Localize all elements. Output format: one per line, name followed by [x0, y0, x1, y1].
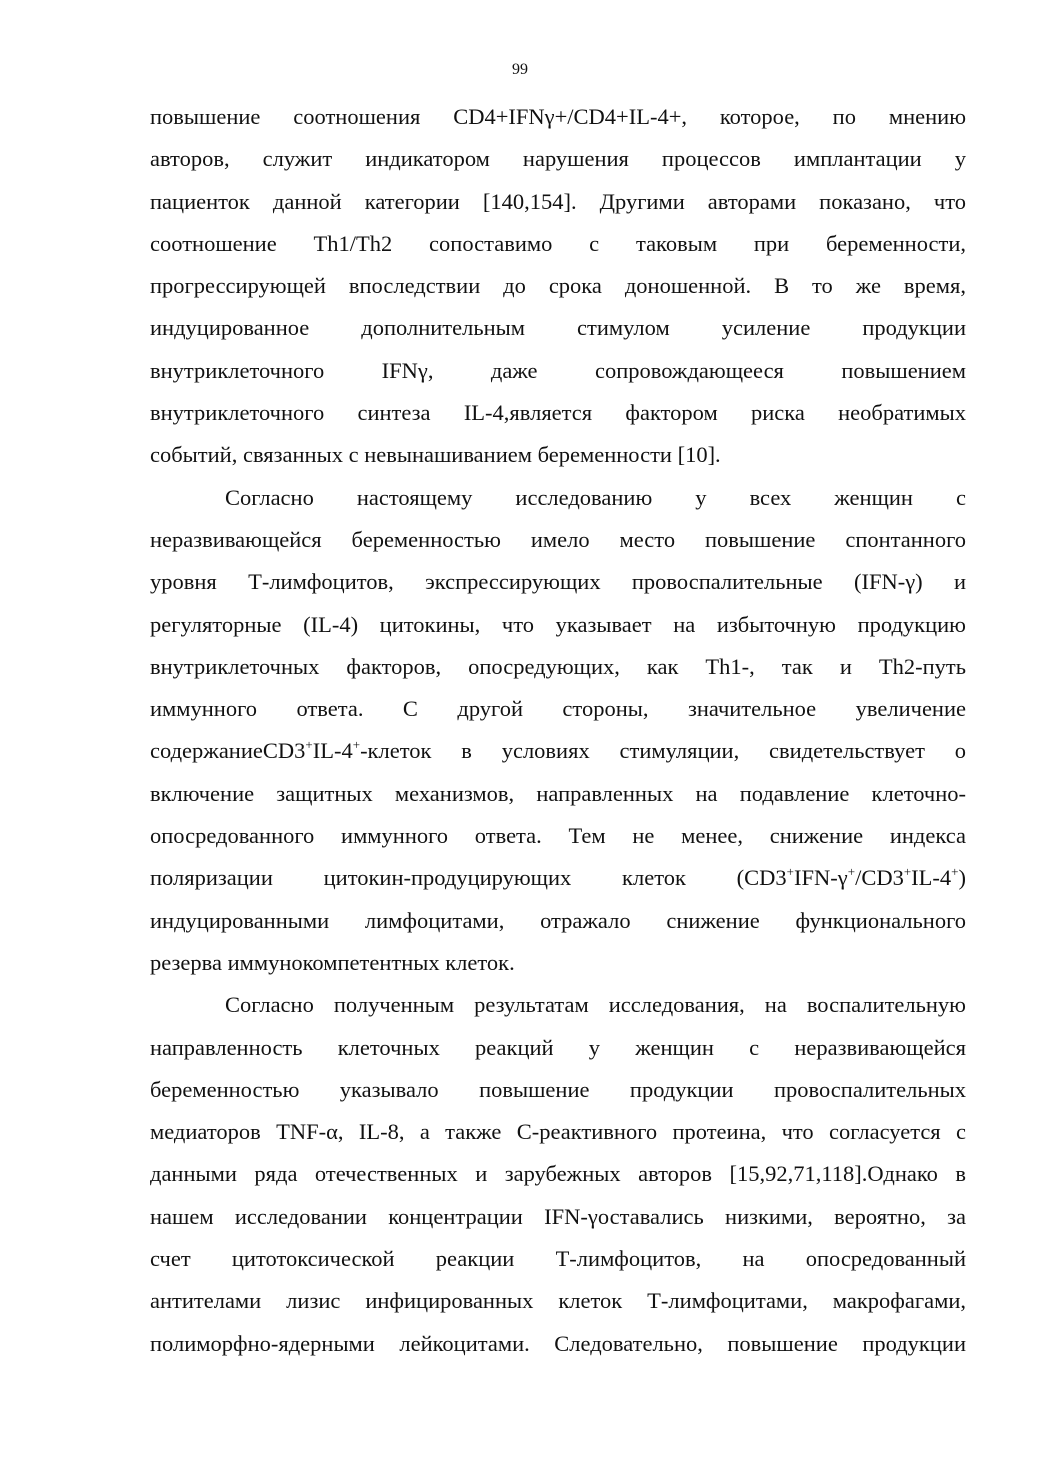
text-line: прогрессирующей впоследствии до срока доношенной. В то же время,	[150, 273, 966, 299]
body-text	[150, 96, 966, 1365]
text-line: резерва иммунокомпетентных клеток.	[150, 949, 515, 975]
text-line: данными ряда отечественных и зарубежных авторов [15,92,71,118].Однако в	[150, 1161, 966, 1187]
text-line: счет цитотоксической реакции Т-лимфоцитов, на опосредованный	[150, 1246, 966, 1272]
text-line: Согласно полученным результатам исследования, на воспалительную	[225, 992, 966, 1018]
text-line: иммунного ответа. С другой стороны, значительное увеличение	[150, 696, 966, 722]
text-line: соотношение Th1/Th2 сопоставимо с таковым при беременности,	[150, 230, 966, 256]
text-line: включение защитных механизмов, направленных на подавление клеточно-	[150, 780, 966, 806]
text-line: внутриклеточных факторов, опосредующих, как Th1-, так и Th2-путь	[150, 653, 966, 679]
text-line: индуцированное дополнительным стимулом усиление продукции	[150, 315, 966, 341]
text-line: индуцированными лимфоцитами, отражало снижение функционального	[150, 907, 966, 933]
text-line: опосредованного иммунного ответа. Тем не менее, снижение индекса	[150, 823, 966, 849]
text-line: пациенток данной категории [140,154]. Другими авторами показано, что	[150, 188, 966, 214]
text-line: повышение соотношения CD4+IFNγ+/CD4+IL-4+, которое, по мнению	[150, 104, 966, 129]
text-line: медиаторов TNF-α, IL-8, а также С-реактивного протеина, что согласуется с	[150, 1119, 966, 1145]
text-line: антителами лизис инфицированных клеток Т-лимфоцитами, макрофагами,	[150, 1288, 966, 1314]
paragraph	[150, 984, 966, 1365]
text-line: Согласно настоящему исследованию у всех женщин с	[225, 484, 966, 510]
text-line: нашем исследовании концентрации IFN-γоставались низкими, вероятно, за	[150, 1203, 966, 1229]
page-number: 99	[512, 61, 528, 78]
text-line: внутриклеточного IFNγ, даже сопровождающееся повышением	[150, 357, 966, 383]
text-line: беременностью указывало повышение продукции провоспалительных	[150, 1076, 966, 1102]
text-line: авторов, служит индикатором нарушения процессов имплантации у	[150, 146, 966, 172]
text-line: поляризации цитокин-продуцирующих клеток (CD3+IFN-γ+/CD3+IL-4+)	[150, 864, 966, 891]
text-line: внутриклеточного синтеза IL-4,является фактором риска необратимых	[150, 400, 966, 426]
text-line: событий, связанных с невынашиванием беременности [10].	[150, 442, 721, 468]
text-line: регуляторные (IL-4) цитокины, что указывает на избыточную продукцию	[150, 611, 966, 637]
text-line: содержаниеCD3+IL-4+-клеток в условиях стимуляции, свидетельствует о	[150, 737, 966, 764]
text-line: полиморфно-ядерными лейкоцитами. Следовательно, повышение продукции	[150, 1330, 966, 1356]
text-line: направленность клеточных реакций у женщин с неразвивающейся	[150, 1034, 966, 1060]
paragraph	[150, 96, 966, 477]
paragraph	[150, 477, 966, 985]
text-line: уровня Т-лимфоцитов, экспрессирующих провоспалительные (IFN-γ) и	[150, 569, 966, 595]
text-line: неразвивающейся беременностью имело место повышение спонтанного	[150, 526, 966, 552]
